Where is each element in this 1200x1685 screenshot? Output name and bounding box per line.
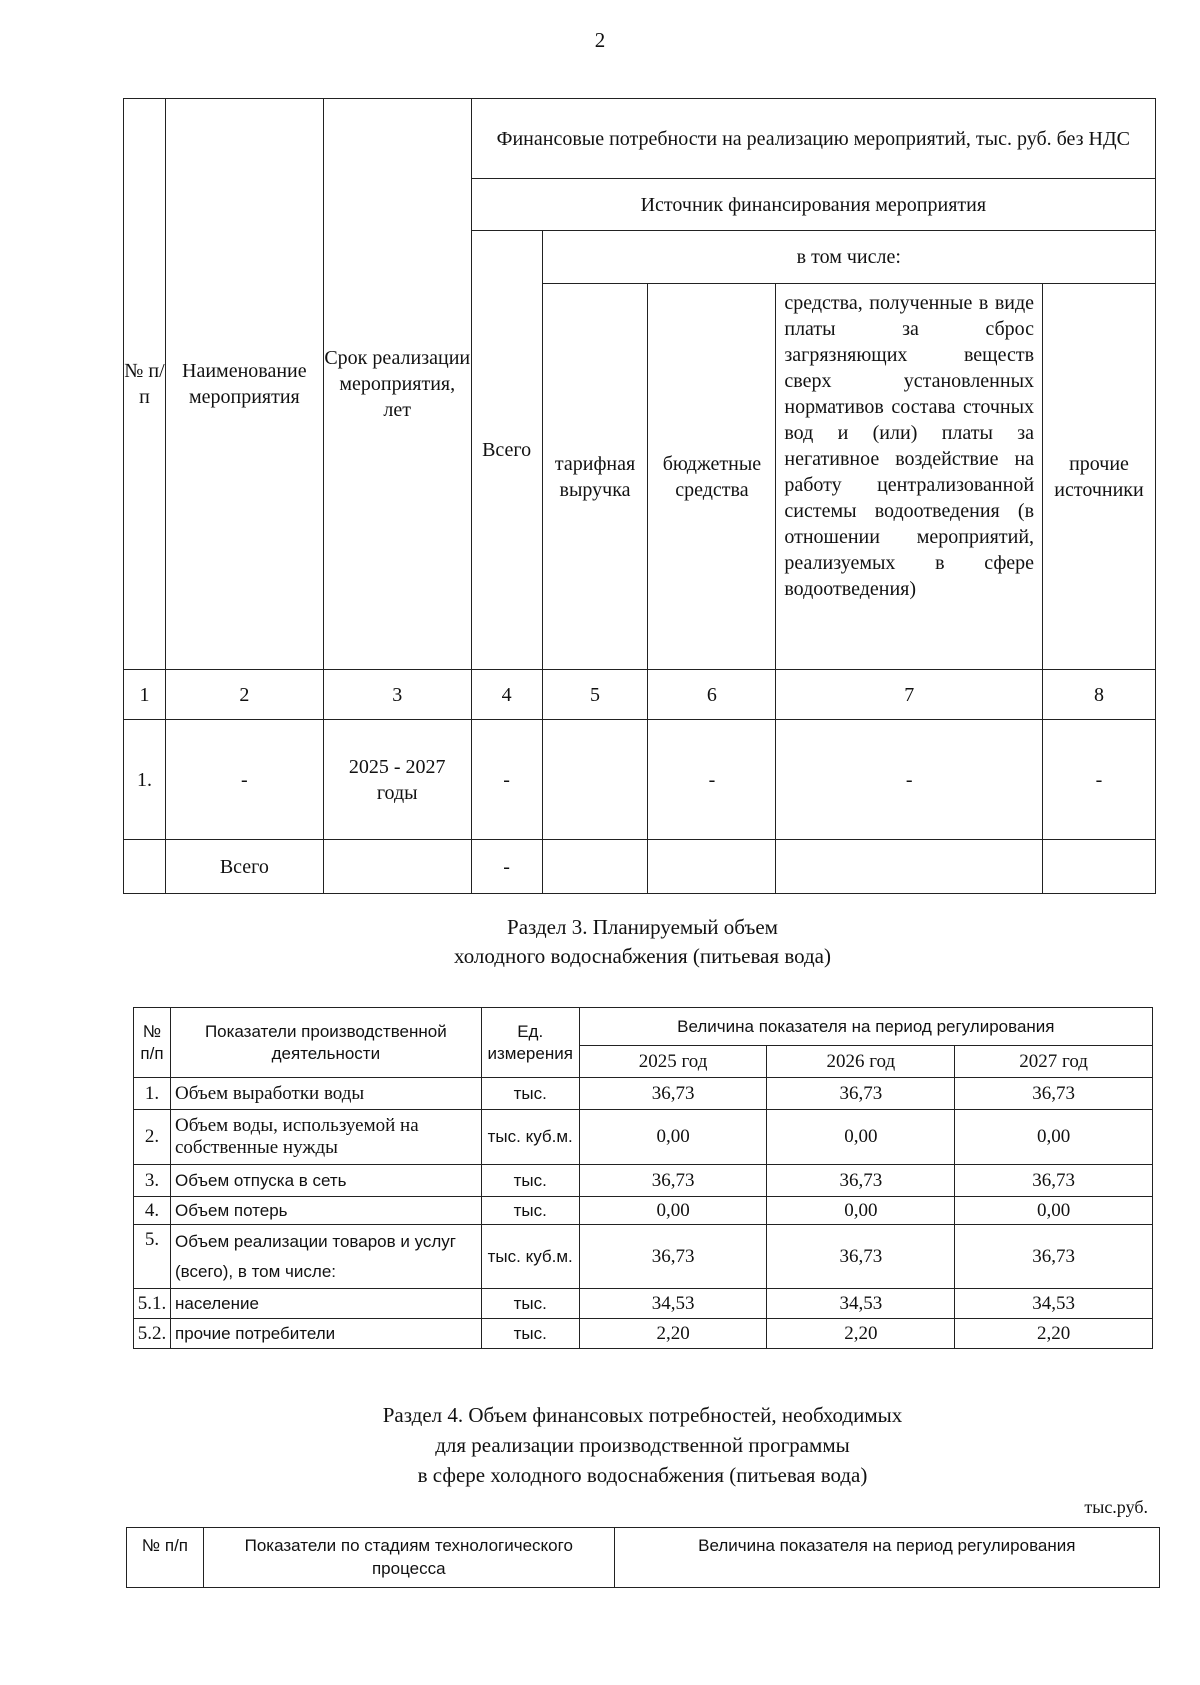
t2-row51-name: население xyxy=(170,1289,481,1319)
t2-row3-v2025: 36,73 xyxy=(579,1165,767,1197)
total-other xyxy=(1043,840,1156,894)
row1-total: - xyxy=(471,720,542,840)
col-num-header: № п/п xyxy=(124,99,166,670)
t2-row5-unit: тыс. куб.м. xyxy=(481,1225,579,1289)
t2-row2-v2027: 0,00 xyxy=(955,1110,1153,1165)
total-fee xyxy=(776,840,1043,894)
row1-fee: - xyxy=(776,720,1043,840)
total-total: - xyxy=(471,840,542,894)
t2-row4-v2026: 0,00 xyxy=(767,1197,955,1225)
table-row xyxy=(124,840,1156,894)
t2-row2-v2026: 0,00 xyxy=(767,1110,955,1165)
t2-row51-num: 5.1. xyxy=(134,1289,171,1319)
t2-row4-name: Объем потерь xyxy=(170,1197,481,1225)
col-term-header: Срок реализации мероприятия, лет xyxy=(323,99,471,670)
t2-row1-v2027: 36,73 xyxy=(955,1078,1153,1110)
total-budget xyxy=(648,840,776,894)
t2-year-2026: 2026 год xyxy=(767,1046,955,1078)
table-row xyxy=(134,1319,1153,1349)
t2-row51-v2027: 34,53 xyxy=(955,1289,1153,1319)
row1-num: 1. xyxy=(124,720,166,840)
col-name-header: Наименование мероприятия xyxy=(165,99,323,670)
page-number: 2 xyxy=(594,28,606,52)
t2-col-num: № п/п xyxy=(134,1008,171,1078)
table-row xyxy=(124,720,1156,840)
t2-row4-v2027: 0,00 xyxy=(955,1197,1153,1225)
t2-year-2027: 2027 год xyxy=(955,1046,1153,1078)
t2-row3-v2027: 36,73 xyxy=(955,1165,1153,1197)
t2-row3-num: 3. xyxy=(134,1165,171,1197)
t2-row1-unit: тыс. xyxy=(481,1078,579,1110)
col-number-4: 4 xyxy=(471,670,542,720)
source-header: Источник финансирования мероприятия xyxy=(471,179,1155,231)
row1-other: - xyxy=(1043,720,1156,840)
t2-row1-name: Объем выработки воды xyxy=(170,1078,481,1110)
t2-col-indicator: Показатели производственной деятельности xyxy=(170,1008,481,1078)
col-budget-header: бюджетные средства xyxy=(648,284,776,670)
col-number-2: 2 xyxy=(165,670,323,720)
t2-row52-v2027: 2,20 xyxy=(955,1319,1153,1349)
col-number-3: 3 xyxy=(323,670,471,720)
t2-row52-num: 5.2. xyxy=(134,1319,171,1349)
t2-col-value: Величина показателя на период регулирования xyxy=(579,1008,1152,1046)
total-tariff xyxy=(542,840,648,894)
including-header: в том числе: xyxy=(542,231,1155,284)
section3-title-line2: холодного водоснабжения (питьевая вода) xyxy=(454,944,831,968)
table-row xyxy=(134,1110,1153,1165)
t2-row3-unit: тыс. xyxy=(481,1165,579,1197)
t2-col-unit: Ед. измерения xyxy=(481,1008,579,1078)
col-other-header: прочие источники xyxy=(1043,284,1156,670)
section4-title-line2: для реализации производственной программы xyxy=(435,1433,850,1457)
table-row xyxy=(134,1289,1153,1319)
t2-year-2025: 2025 год xyxy=(579,1046,767,1078)
t2-row2-v2025: 0,00 xyxy=(579,1110,767,1165)
row1-name: - xyxy=(165,720,323,840)
total-term xyxy=(323,840,471,894)
col-number-1: 1 xyxy=(124,670,166,720)
t2-row2-unit: тыс. куб.м. xyxy=(481,1110,579,1165)
total-label: Всего xyxy=(165,840,323,894)
row1-term: 2025 - 2027 годы xyxy=(323,720,471,840)
t3-col-value: Величина показателя на период регулирования xyxy=(614,1528,1159,1588)
col-number-8: 8 xyxy=(1043,670,1156,720)
table-row xyxy=(134,1225,1153,1289)
events-financing-table xyxy=(123,98,1156,894)
t2-row4-v2025: 0,00 xyxy=(579,1197,767,1225)
t2-row3-name: Объем отпуска в сеть xyxy=(170,1165,481,1197)
section3-title-line1: Раздел 3. Планируемый объем xyxy=(507,915,778,939)
col-total-header: Всего xyxy=(471,231,542,670)
t2-row5-v2025: 36,73 xyxy=(579,1225,767,1289)
t3-col-num: № п/п xyxy=(127,1528,204,1588)
table-row xyxy=(134,1197,1153,1225)
col-fee-header: средства, полученные в виде платы за сброс загрязняющих веществ сверх установленных нормативов состава сточных вод и (или) платы за негативное воздействие на работу централизованной системы водоотведения (в отношении мероприятий, реализуемых в сфере водоотведения) xyxy=(776,284,1043,670)
col-tariff-header: тарифная выручка xyxy=(542,284,648,670)
total-num xyxy=(124,840,166,894)
col-number-7: 7 xyxy=(776,670,1043,720)
section4-unit: тыс.руб. xyxy=(1084,1497,1148,1517)
t2-row2-num: 2. xyxy=(134,1110,171,1165)
row1-tariff xyxy=(542,720,648,840)
t2-row1-num: 1. xyxy=(134,1078,171,1110)
t2-row52-name: прочие потребители xyxy=(170,1319,481,1349)
row1-budget: - xyxy=(648,720,776,840)
t2-row5-v2026: 36,73 xyxy=(767,1225,955,1289)
t2-row5-num: 5. xyxy=(134,1225,171,1289)
t2-row51-unit: тыс. xyxy=(481,1289,579,1319)
t2-row4-unit: тыс. xyxy=(481,1197,579,1225)
t2-row52-v2025: 2,20 xyxy=(579,1319,767,1349)
t2-row2-name: Объем воды, используемой на собственные нужды xyxy=(170,1110,481,1165)
t2-row5-v2027: 36,73 xyxy=(955,1225,1153,1289)
t2-row3-v2026: 36,73 xyxy=(767,1165,955,1197)
section4-title-line1: Раздел 4. Объем финансовых потребностей, необходимых xyxy=(382,1403,903,1427)
t2-row51-v2025: 34,53 xyxy=(579,1289,767,1319)
t2-row1-v2025: 36,73 xyxy=(579,1078,767,1110)
t2-row51-v2026: 34,53 xyxy=(767,1289,955,1319)
table-row xyxy=(134,1165,1153,1197)
water-volume-table xyxy=(133,1007,1153,1349)
t2-row4-num: 4. xyxy=(134,1197,171,1225)
finance-header: Финансовые потребности на реализацию мероприятий, тыс. руб. без НДС xyxy=(471,99,1155,179)
financial-needs-table xyxy=(126,1527,1160,1588)
t2-row5-name: Объем реализации товаров и услуг (всего), в том числе: xyxy=(170,1225,481,1289)
col-number-6: 6 xyxy=(648,670,776,720)
t2-row1-v2026: 36,73 xyxy=(767,1078,955,1110)
t2-row52-unit: тыс. xyxy=(481,1319,579,1349)
section4-title-line3: в сфере холодного водоснабжения (питьевая вода) xyxy=(417,1463,868,1487)
table-row xyxy=(134,1078,1153,1110)
col-number-5: 5 xyxy=(542,670,648,720)
t3-col-indicator: Показатели по стадиям технологического процесса xyxy=(203,1528,614,1588)
t2-row52-v2026: 2,20 xyxy=(767,1319,955,1349)
